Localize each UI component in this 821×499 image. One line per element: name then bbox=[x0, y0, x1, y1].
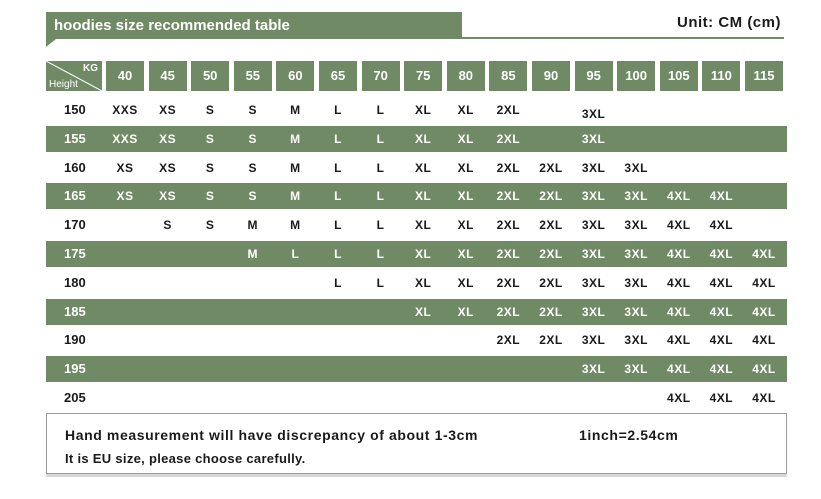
size-cell: L bbox=[334, 189, 342, 204]
height-cell: 185 bbox=[64, 303, 86, 319]
size-cell: 4XL bbox=[709, 362, 734, 377]
size-cell: XL bbox=[457, 160, 474, 175]
size-cell: M bbox=[290, 160, 301, 175]
size-cell: 4XL bbox=[709, 275, 734, 290]
size-cell: S bbox=[205, 103, 215, 117]
table-row bbox=[46, 327, 787, 353]
note-eu-size: It is EU size, please choose carefully. bbox=[65, 451, 306, 466]
size-cell: M bbox=[290, 189, 301, 204]
size-cell: XS bbox=[159, 131, 177, 146]
size-cell: 4XL bbox=[667, 247, 691, 261]
weight-header-cell: 115 bbox=[745, 61, 783, 91]
size-cell: M bbox=[247, 218, 259, 233]
size-cell: 3XL bbox=[581, 218, 606, 233]
size-cell: 3XL bbox=[581, 107, 606, 121]
weight-header-cell: 40 bbox=[106, 61, 144, 91]
notes-shadow bbox=[46, 474, 787, 477]
size-cell: XL bbox=[457, 304, 474, 319]
size-cell: 4XL bbox=[752, 391, 776, 405]
size-cell: 4XL bbox=[709, 218, 734, 233]
table-row bbox=[46, 126, 787, 152]
size-cell: S bbox=[163, 218, 172, 233]
note-inch-conversion: 1inch=2.54cm bbox=[579, 427, 679, 443]
size-cell: L bbox=[291, 247, 300, 261]
size-cell: 2XL bbox=[496, 218, 521, 233]
table-row bbox=[46, 385, 787, 411]
size-cell: 2XL bbox=[539, 189, 563, 204]
height-cell: 205 bbox=[64, 390, 86, 405]
size-cell: XL bbox=[415, 247, 432, 261]
size-cell: 2XL bbox=[539, 218, 563, 233]
size-cell: 4XL bbox=[667, 362, 691, 377]
table-row bbox=[46, 356, 787, 382]
weight-header-cell: 85 bbox=[489, 61, 527, 91]
size-cell: XL bbox=[457, 131, 474, 146]
weight-header-cell: 95 bbox=[575, 61, 613, 91]
height-cell: 170 bbox=[64, 217, 86, 233]
weight-header-cell: 70 bbox=[362, 61, 400, 91]
table-row bbox=[46, 270, 787, 296]
height-cell: 160 bbox=[64, 159, 86, 175]
size-cell: XL bbox=[457, 247, 474, 261]
weight-header-cell: 50 bbox=[191, 61, 229, 91]
size-cell: 4XL bbox=[667, 275, 691, 290]
size-cell: 2XL bbox=[496, 275, 521, 290]
size-cell: XL bbox=[457, 103, 474, 117]
size-cell: 4XL bbox=[709, 189, 734, 204]
size-cell: M bbox=[290, 131, 301, 146]
size-cell: 3XL bbox=[581, 362, 606, 377]
title-divider bbox=[462, 37, 784, 39]
size-cell: 4XL bbox=[752, 362, 776, 377]
size-cell: 2XL bbox=[539, 333, 563, 348]
size-cell: 2XL bbox=[496, 131, 521, 146]
size-cell: 4XL bbox=[709, 391, 734, 405]
size-cell: 4XL bbox=[752, 333, 776, 348]
size-cell: XS bbox=[159, 160, 177, 175]
size-cell: M bbox=[247, 247, 259, 261]
size-cell: S bbox=[205, 131, 215, 146]
size-cell: 2XL bbox=[539, 304, 563, 319]
table-row bbox=[46, 212, 787, 238]
size-cell: M bbox=[290, 218, 301, 233]
height-cell: 165 bbox=[64, 188, 86, 204]
size-cell: L bbox=[334, 247, 342, 261]
size-cell: 3XL bbox=[624, 362, 648, 377]
size-cell: XS bbox=[159, 189, 177, 204]
size-cell: 2XL bbox=[496, 189, 521, 204]
unit-label: Unit: CM (cm) bbox=[677, 14, 781, 31]
size-cell: 4XL bbox=[667, 333, 691, 348]
size-cell: 4XL bbox=[667, 189, 691, 204]
header-corner-cell bbox=[46, 61, 102, 91]
height-cell: 190 bbox=[64, 332, 86, 348]
notes-box bbox=[46, 413, 787, 474]
size-cell: 3XL bbox=[581, 304, 606, 319]
size-cell: 4XL bbox=[667, 304, 691, 319]
size-cell: XL bbox=[457, 275, 474, 290]
size-cell: M bbox=[290, 103, 301, 117]
weight-header-cell: 65 bbox=[319, 61, 357, 91]
table-row bbox=[46, 299, 787, 325]
size-cell: 2XL bbox=[496, 333, 521, 348]
weight-header-cell: 45 bbox=[149, 61, 187, 91]
table-row bbox=[46, 97, 787, 123]
size-cell: S bbox=[248, 131, 258, 146]
height-cell: 175 bbox=[64, 246, 86, 261]
height-cell: 150 bbox=[64, 102, 86, 117]
size-cell: 3XL bbox=[624, 333, 648, 348]
size-cell: XL bbox=[415, 275, 432, 290]
title-notch bbox=[46, 39, 56, 47]
size-cell: 4XL bbox=[709, 304, 734, 319]
size-cell: 3XL bbox=[581, 131, 606, 146]
size-cell: 2XL bbox=[539, 160, 563, 175]
height-label: Height bbox=[49, 79, 78, 90]
size-cell: S bbox=[205, 160, 215, 175]
note-measurement: Hand measurement will have discrepancy of about 1-3cm bbox=[65, 427, 479, 443]
size-cell: 2XL bbox=[539, 247, 563, 261]
table-row bbox=[46, 241, 787, 267]
height-cell: 195 bbox=[64, 361, 86, 377]
size-cell: S bbox=[248, 160, 258, 175]
size-cell: S bbox=[205, 218, 215, 233]
size-cell: 3XL bbox=[581, 160, 606, 175]
size-cell: L bbox=[334, 131, 342, 146]
size-cell: 2XL bbox=[539, 275, 563, 290]
weight-header-cell: 90 bbox=[532, 61, 570, 91]
size-cell: 4XL bbox=[752, 247, 776, 261]
size-cell: XXS bbox=[112, 103, 138, 117]
size-cell: XL bbox=[415, 103, 432, 117]
size-cell: L bbox=[334, 160, 342, 175]
size-cell: XL bbox=[457, 189, 474, 204]
size-cell: XL bbox=[415, 131, 432, 146]
size-cell: 3XL bbox=[581, 247, 606, 261]
size-cell: 3XL bbox=[581, 275, 606, 290]
size-cell: XL bbox=[415, 160, 432, 175]
size-cell: XS bbox=[159, 103, 177, 117]
size-cell: XL bbox=[415, 218, 432, 233]
size-cell: L bbox=[376, 247, 385, 261]
size-cell: L bbox=[376, 160, 385, 175]
size-cell: 4XL bbox=[667, 218, 691, 233]
weight-header-cell: 60 bbox=[276, 61, 314, 91]
size-cell: L bbox=[376, 275, 385, 290]
size-cell: 2XL bbox=[496, 304, 521, 319]
size-cell: 4XL bbox=[752, 304, 776, 319]
size-cell: L bbox=[376, 103, 385, 117]
size-cell: L bbox=[376, 131, 385, 146]
size-cell: L bbox=[376, 189, 385, 204]
height-cell: 155 bbox=[64, 130, 86, 146]
size-cell: XS bbox=[116, 189, 134, 204]
weight-header-cell: 80 bbox=[447, 61, 485, 91]
size-cell: XXS bbox=[112, 131, 138, 146]
size-cell: XS bbox=[116, 160, 134, 175]
weight-header-cell: 105 bbox=[660, 61, 698, 91]
size-cell: 3XL bbox=[624, 247, 648, 261]
size-cell: 4XL bbox=[709, 333, 734, 348]
size-cell: XL bbox=[415, 189, 432, 204]
height-cell: 180 bbox=[64, 274, 86, 290]
size-cell: L bbox=[334, 103, 342, 117]
table-row bbox=[46, 183, 787, 209]
size-cell: 3XL bbox=[624, 160, 648, 175]
size-cell: 3XL bbox=[581, 333, 606, 348]
size-cell: 2XL bbox=[496, 247, 521, 261]
size-cell: 2XL bbox=[496, 160, 521, 175]
weight-header-row bbox=[46, 61, 787, 91]
size-cell: 3XL bbox=[624, 218, 648, 233]
size-cell: L bbox=[376, 218, 385, 233]
weight-header-cell: 75 bbox=[404, 61, 442, 91]
size-cell: 4XL bbox=[709, 247, 734, 261]
size-cell: 3XL bbox=[581, 189, 606, 204]
size-cell: 3XL bbox=[624, 304, 648, 319]
weight-header-cell: 100 bbox=[617, 61, 655, 91]
table-title: hoodies size recommended table bbox=[46, 12, 462, 39]
size-cell: XL bbox=[457, 218, 474, 233]
size-cell: 3XL bbox=[624, 189, 648, 204]
size-cell: S bbox=[248, 103, 258, 117]
size-cell: 4XL bbox=[752, 275, 776, 290]
size-cell: S bbox=[205, 189, 215, 204]
size-cell: 2XL bbox=[496, 103, 521, 117]
table-row bbox=[46, 155, 787, 181]
size-cell: L bbox=[334, 218, 342, 233]
size-cell: 4XL bbox=[667, 391, 691, 405]
weight-header-cell: 55 bbox=[234, 61, 272, 91]
weight-header-cell: 110 bbox=[702, 61, 740, 91]
size-cell: 3XL bbox=[624, 275, 648, 290]
size-cell: L bbox=[334, 275, 342, 290]
kg-label: KG bbox=[83, 63, 98, 74]
size-cell: S bbox=[248, 189, 258, 204]
size-cell: XL bbox=[415, 304, 432, 319]
